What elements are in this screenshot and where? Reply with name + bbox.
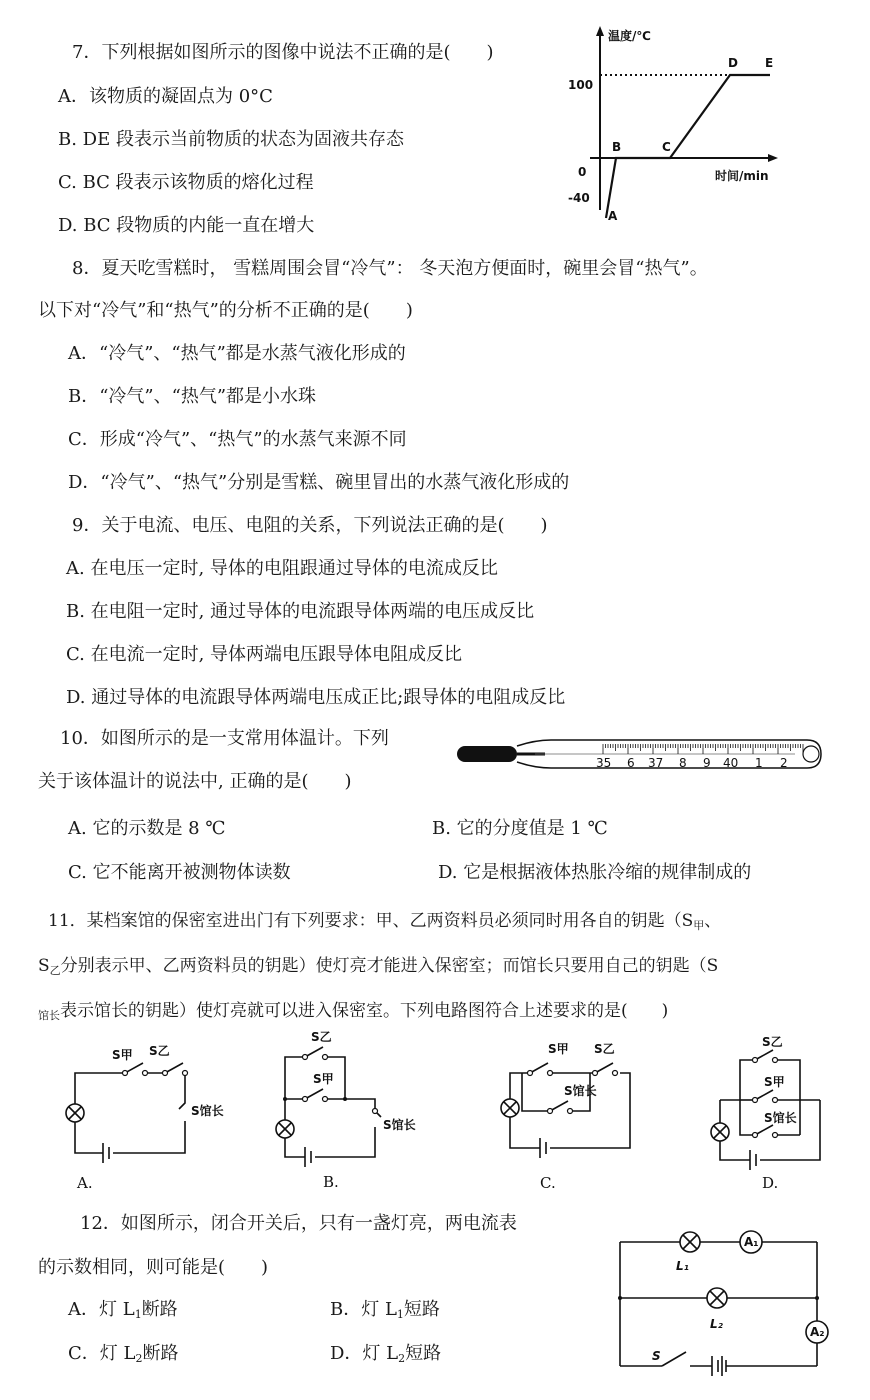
scale-label-8: 8 [679, 756, 687, 770]
q12-option-d: D．灯 L2短路 [330, 1343, 442, 1365]
thermometer-figure [455, 738, 825, 772]
q7-stem: 7．下列根据如图所示的图像中说法不正确的是( ) [72, 42, 494, 63]
scale-label-2: 2 [780, 756, 788, 770]
scale-label-37: 37 [648, 756, 664, 770]
q9-option-b: B. 在电阻一定时, 通过导体的电流跟导体两端的电压成反比 [66, 601, 535, 622]
q7-point-b: B [612, 140, 622, 154]
circuit-b-caption: B. [323, 1173, 339, 1191]
q9-option-c: C. 在电流一定时, 导体两端电压跟导体电阻成反比 [66, 644, 463, 665]
circuit-c [490, 1033, 645, 1198]
q8-stem-line1: 8．夏天吃雪糕时， 雪糕周围会冒“冷气”： 冬天泡方便面时，碗里会冒“热气”。 [72, 258, 708, 279]
q7-option-a: A．该物质的凝固点为 0°C [58, 86, 273, 107]
scale-label-9: 9 [703, 756, 711, 770]
q8-option-a: A．“冷气”、“热气”都是水蒸气液化形成的 [68, 343, 406, 364]
q11-line2: S乙分别表示甲、乙两资料员的钥匙）使灯亮才能进入保密室；而馆长只要用自己的钥匙（S [38, 956, 719, 977]
q8-option-b: B．“冷气”、“热气”都是小水珠 [68, 386, 317, 407]
scale-label-1: 1 [755, 756, 763, 770]
switch-s-label: S [652, 1349, 661, 1363]
q10-option-d: D. 它是根据液体热胀冷缩的规律制成的 [438, 862, 752, 883]
q9-stem: 9．关于电流、电压、电阻的关系，下列说法正确的是( ) [72, 515, 548, 536]
q7-tick-minus40: -40 [568, 191, 590, 205]
q10-stem-line1: 10．如图所示的是一支常用体温计。下列 [60, 728, 389, 749]
circuit-d-s-guan-label: S馆长 [764, 1111, 797, 1125]
ammeter-a1-label: A₁ [744, 1235, 759, 1249]
circuit-d-s-yi-label: S乙 [762, 1035, 783, 1049]
q8-option-d: D．“冷气”、“热气”分别是雪糕、碗里冒出的水蒸气液化形成的 [68, 472, 570, 493]
q7-temperature-time-graph [560, 20, 790, 235]
lamp-l2-label: L₂ [710, 1317, 723, 1331]
circuit-c-caption: C. [540, 1174, 556, 1192]
q10-option-b: B. 它的分度值是 1 ℃ [432, 818, 608, 839]
q12-circuit-figure [612, 1228, 837, 1378]
lamp-l1-label: L₁ [676, 1259, 689, 1273]
circuit-a [55, 1033, 224, 1198]
q7-tick-100: 100 [568, 78, 594, 92]
q7-option-d: D. BC 段物质的内能一直在增大 [58, 215, 315, 236]
q8-stem-line2: 以下对“冷气”和“热气”的分析不正确的是( ) [38, 300, 413, 321]
circuit-b [265, 1027, 430, 1197]
circuit-c-s-jia-label: S甲 [548, 1042, 569, 1056]
circuit-a-caption: A. [77, 1174, 93, 1192]
q7-tick-0: 0 [578, 165, 587, 179]
scale-label-6: 6 [627, 756, 635, 770]
q10-option-c: C. 它不能离开被测物体读数 [68, 862, 291, 883]
q7-point-a: A [608, 209, 618, 223]
circuit-a-s-yi-label: S乙 [149, 1044, 170, 1058]
circuit-d-s-jia-label: S甲 [764, 1075, 785, 1089]
circuit-b-s-guan-label: S馆长 [383, 1118, 416, 1132]
q7-y-axis-label: 温度/℃ [608, 29, 651, 43]
q12-stem-line2: 的示数相同，则可能是( ) [38, 1257, 269, 1278]
q12-option-a: A．灯 L1断路 [68, 1299, 178, 1321]
circuit-d [700, 1030, 850, 1200]
q7-option-c: C. BC 段表示该物质的熔化过程 [58, 172, 314, 193]
q9-option-d: D. 通过导体的电流跟导体两端电压成正比;跟导体的电阻成反比 [66, 687, 566, 708]
scale-label-35: 35 [596, 756, 612, 770]
q10-stem-line2: 关于该体温计的说法中, 正确的是( ) [38, 771, 352, 792]
circuit-d-caption: D. [762, 1174, 779, 1192]
q10-option-a: A. 它的示数是 8 ℃ [68, 818, 226, 839]
q11-line3: 馆长表示馆长的钥匙）使灯亮就可以进入保密室。下列电路图符合上述要求的是( ) [38, 1001, 669, 1022]
q7-option-b: B. DE 段表示当前物质的状态为固液共存态 [58, 129, 404, 150]
circuit-a-s-guan-label: S馆长 [191, 1104, 224, 1118]
q11-line1: 11．某档案馆的保密室进出门有下列要求：甲、乙两资料员必须同时用各自的钥匙（S甲、 [48, 911, 722, 932]
q12-stem-line1: 12．如图所示，闭合开关后，只有一盏灯亮，两电流表 [80, 1213, 517, 1234]
q12-option-b: B．灯 L1短路 [330, 1299, 440, 1321]
q7-point-d: D [728, 56, 738, 70]
circuit-b-s-jia-label: S甲 [313, 1072, 334, 1086]
q7-point-e: E [765, 56, 774, 70]
ammeter-a2-label: A₂ [810, 1325, 825, 1339]
circuit-c-s-yi-label: S乙 [594, 1042, 615, 1056]
circuit-c-s-guan-label: S馆长 [564, 1084, 597, 1098]
q9-option-a: A. 在电压一定时, 导体的电阻跟通过导体的电流成反比 [66, 558, 498, 579]
circuit-a-s-jia-label: S甲 [112, 1048, 133, 1062]
circuit-b-s-yi-label: S乙 [311, 1030, 332, 1044]
q7-x-axis-label: 时间/min [715, 169, 769, 183]
scale-label-40: 40 [723, 756, 739, 770]
q7-point-c: C [662, 140, 671, 154]
q8-option-c: C．形成“冷气”、“热气”的水蒸气来源不同 [68, 429, 407, 450]
q12-option-c: C．灯 L2断路 [68, 1343, 179, 1365]
